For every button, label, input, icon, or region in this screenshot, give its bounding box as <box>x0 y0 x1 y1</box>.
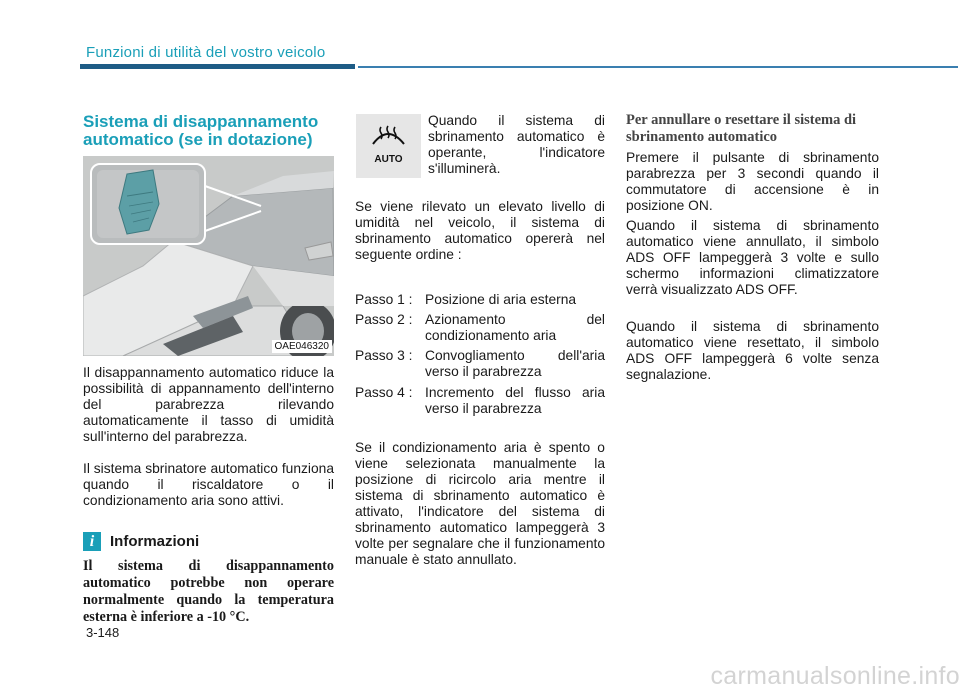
defrost-symbol <box>356 114 421 154</box>
step-label: Passo 2 : <box>355 312 413 327</box>
figure-code: OAE046320 <box>272 340 333 353</box>
car-illustration-svg <box>83 156 334 356</box>
defrost-auto-icon <box>356 114 421 178</box>
car-windshield-sensor-illustration <box>83 156 334 356</box>
info-title: Informazioni <box>110 533 200 550</box>
operation-paragraph: Il sistema sbrinatore automatico funziona quando il riscaldatore o il condizionamento aria sono attivi. <box>83 461 334 508</box>
info-text: Il sistema di disappannamento automatico potrebbe non operare normalmente quando la temperatura esterna è inferiore a -10 °C. <box>83 558 334 625</box>
step-label: Passo 1 : <box>355 292 413 307</box>
header-rule <box>358 66 958 68</box>
step-text: Azionamento del condizionamento aria <box>425 312 605 343</box>
manual-override-paragraph: Se il condizionamento aria è spento o viene selezionata manualmente la posizione di ricircolo aria mentre il sistema di sbrinamento automatico è attivato, l'indicatore del sistema di sbrinamento automatico lampeggerà 3 volte per segnalare che il funzionamento manuale è stato annullato. <box>355 440 605 567</box>
reset-paragraph-3: Quando il sistema di sbrinamento automatico viene resettato, il simbolo ADS OFF lampeggerà 6 volte senza segnalazione. <box>626 319 879 382</box>
section-title <box>83 113 343 149</box>
step-text: Posizione di aria esterna <box>425 292 577 307</box>
section-title-line1: Sistema di disappannamento <box>83 112 319 131</box>
step-text: Convogliamento dell'aria verso il parabrezza <box>425 348 605 379</box>
reset-paragraph-1: Premere il pulsante di sbrinamento parabrezza per 3 secondi quando il commutatore di accensione è in posizione ON. <box>626 150 879 213</box>
watermark: carmanualsonline.info <box>710 662 960 690</box>
header-title: Funzioni di utilità del vostro veicolo <box>86 44 326 61</box>
header-bar <box>80 64 355 69</box>
step-label: Passo 3 : <box>355 348 413 363</box>
info-icon: i <box>83 532 101 551</box>
reset-paragraph-2: Quando il sistema di sbrinamento automatico viene annullato, il simbolo ADS OFF lampeggerà 3 volte e sullo schermo informazioni climatizzatore verrà visualizzato ADS OFF. <box>626 218 879 297</box>
step-text: Incremento del flusso aria verso il parabrezza <box>425 385 605 416</box>
reset-section-title: Per annullare o resettare il sistema di sbrinamento automatico <box>626 112 857 145</box>
intro-paragraph: Il disappannamento automatico riduce la possibilità di appannamento dell'interno del parabrezza rilevando automaticamente il tasso di umidità sull'interno del parabrezza. <box>83 365 334 444</box>
page-number: 3-148 <box>86 625 120 640</box>
section-title-line2: automatico (se in dotazione) <box>83 130 313 149</box>
indicator-paragraph: Quando il sistema di sbrinamento automatico è operante, l'indicatore s'illuminerà. <box>428 113 605 176</box>
sequence-intro: Se viene rilevato un elevato livello di umidità nel veicolo, il sistema di sbrinamento automatico opererà nel seguente ordine : <box>355 199 605 262</box>
auto-label: AUTO <box>374 154 403 165</box>
step-label: Passo 4 : <box>355 385 413 400</box>
